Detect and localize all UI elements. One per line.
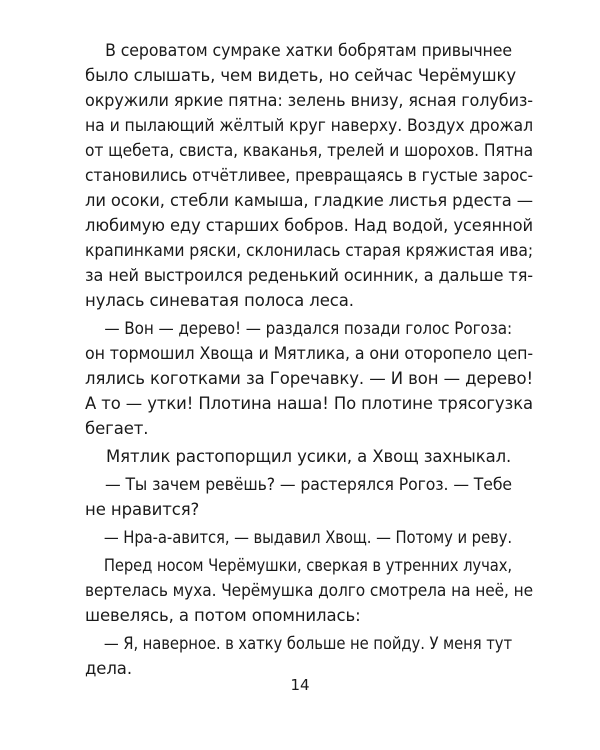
text-line: В сероватом сумраке хатки бобрятам привычнее bbox=[105, 41, 512, 60]
text-line: — Вон — дерево! — раздался позади голос Рогоза: bbox=[104, 319, 513, 338]
text-line: ли осоки, стебли камыша, гладкие листья рдеста — bbox=[85, 191, 534, 210]
text-line: крапинками ряски, склонилась старая кряжистая ива; bbox=[85, 241, 533, 260]
text-line: было слышать, чем видеть, но сейчас Черёмушку bbox=[85, 66, 517, 85]
text-line: не нравится? bbox=[85, 500, 200, 519]
text-line: становились отчётливее, превращаясь в густые зарос- bbox=[85, 166, 534, 185]
text-line: бегает. bbox=[85, 419, 149, 438]
text-line: Перед носом Черёмушки, сверкая в утренних лучах, bbox=[103, 556, 512, 575]
text-line: за ней выстроился реденький осинник, а дальше тя- bbox=[85, 266, 534, 285]
text-line: А то — утки! Плотина наша! По плотине трясогузка bbox=[85, 394, 533, 413]
text-line: от щебета, свиста, кваканья, трелей и шорохов. Пятна bbox=[85, 141, 534, 160]
text-line: дела. bbox=[85, 659, 132, 678]
text-line: нулась синеватая полоса леса. bbox=[85, 291, 354, 310]
text-line: Мятлик растопорщил усики, а Хвощ захныкал. bbox=[106, 447, 512, 466]
text-line: лялись коготками за Горечавку. — И вон — дерево! bbox=[85, 369, 534, 388]
text-line: на и пылающий жёлтый круг наверху. Воздух дрожал bbox=[85, 116, 534, 135]
text-line: вертелась муха. Черёмушка долго смотрела на неё, не bbox=[85, 581, 533, 600]
text-line: окружили яркие пятна: зелень внизу, ясная голубиз- bbox=[85, 91, 533, 110]
page-number: 14 bbox=[290, 676, 310, 694]
text-line: — Нра-а-авится, — выдавил Хвощ. — Потому и реву. bbox=[103, 528, 513, 547]
text-line: любимую еду старших бобров. Над водой, усеянной bbox=[85, 216, 534, 235]
text-line: шевелясь, а потом опомнилась: bbox=[85, 606, 361, 625]
text-line: он тормошил Хвоща и Мятлика, а они оторопело цеп- bbox=[85, 344, 533, 363]
body-text bbox=[85, 38, 533, 681]
text-line: — Ты зачем ревёшь? — растерялся Рогоз. — Тебе bbox=[104, 475, 512, 494]
text-line: — Я, наверное. в хатку больше не пойду. У меня тут bbox=[103, 634, 513, 653]
